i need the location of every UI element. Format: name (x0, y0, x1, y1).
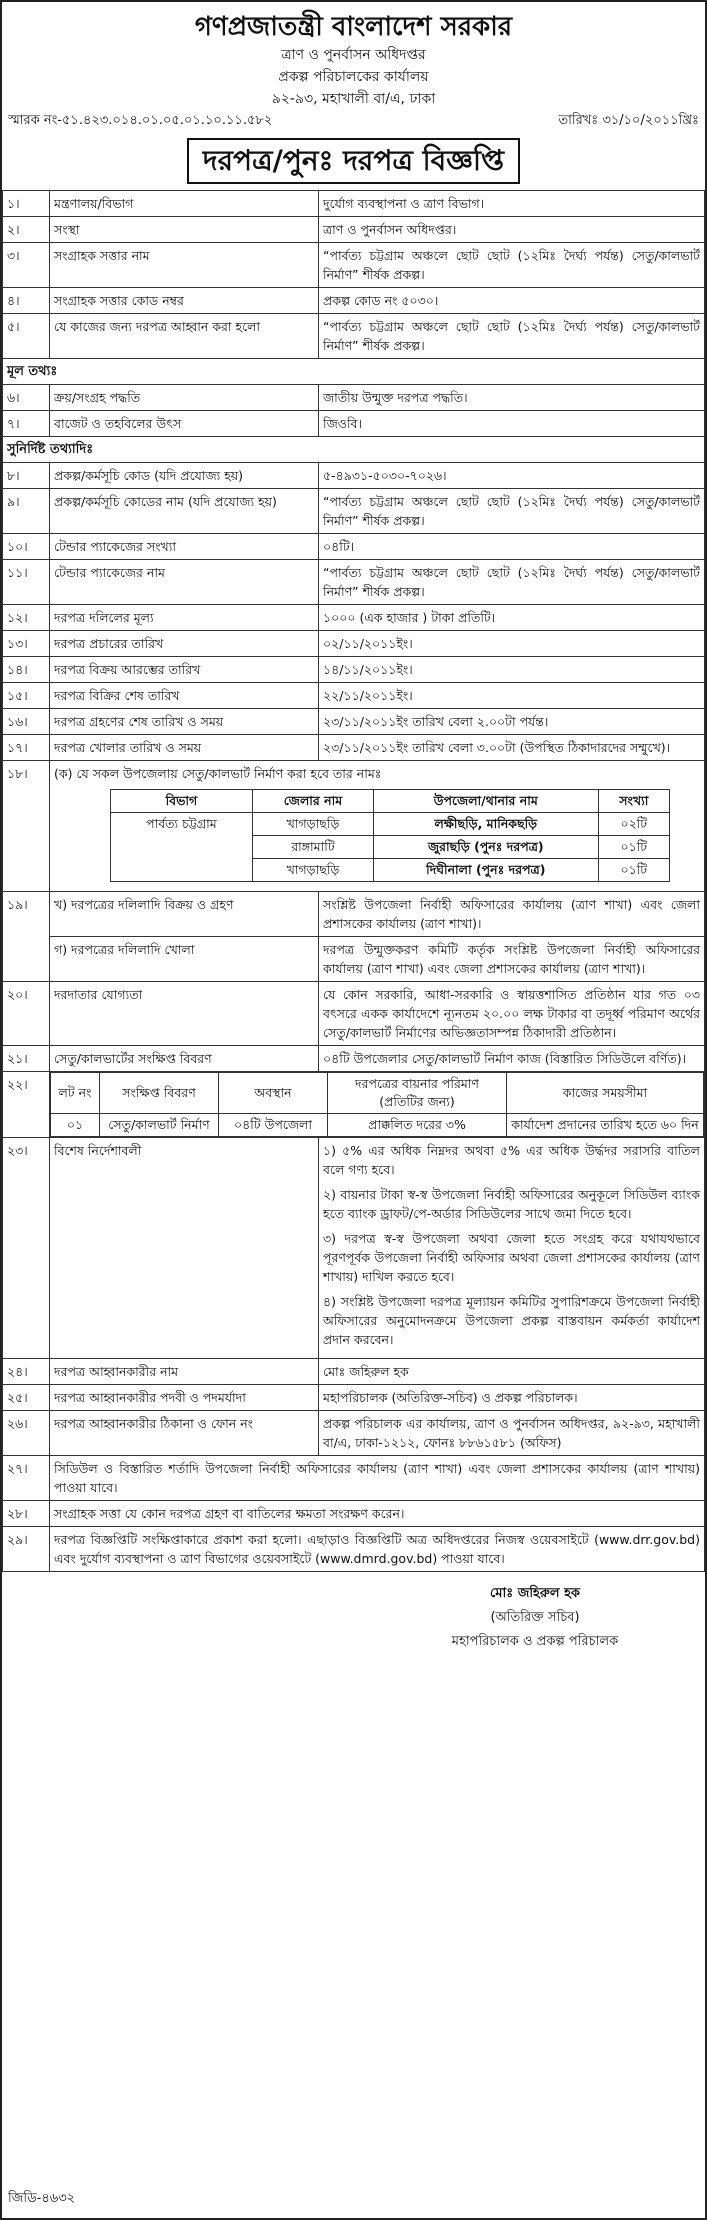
upazila-row: রাঙ্গামাটি জুরাছড়ি (পুনঃ দরপত্র) ০১টি (111, 836, 670, 859)
signature-block (2, 1572, 705, 1654)
department: ত্রাণ ও পুনর্বাসন অধিদপ্তর (281, 47, 426, 63)
reference-line (2, 110, 705, 132)
table-row: ৮। প্রকল্প/কর্মসূচি কোড (যদি প্রযোজ্য হয়) ৫-৪৯৩১-৫০৩০-৭০২৬। (3, 463, 705, 489)
table-row: ১৪। দরপত্র বিক্রয় আরম্ভের তারিখ ১৪/১১/২০১১ইং। (3, 657, 705, 683)
table-row: ১। মন্ত্রণালয়/বিভাগ দুর্যোগ ব্যবস্থাপনা ও ত্রাণ বিভাগ। (3, 191, 705, 217)
table-row: ১০। টেন্ডার প্যাকেজের সংখ্যা ০৪টি। (3, 534, 705, 560)
division-name: পার্বত্য চট্টগ্রাম (111, 813, 253, 882)
table-row: ১৩। দরপত্র প্রচারের তারিখ ০২/১১/২০১১ইং। (3, 631, 705, 657)
tender-table (2, 190, 705, 1572)
office: প্রকল্প পরিচালকের কার্যালয় (278, 69, 429, 85)
table-row: ১৬। দরপত্র গ্রহণের শেষ তারিখ ও সময় ২৩/১১/২০১১ইং তারিখ বেলা ২.০০টা পর্যন্ত। (3, 709, 705, 735)
table-row: গ) দরপত্রের দলিলাদি খোলা দরপত্র উন্মুক্তকরণ কমিটি কর্তৃক সংশ্লিষ্ট উপজেলা নির্বাহী অফিসারের কার্যালয় (ত্রাণ শাখা) এবং জেলা প্রশাসকের কার্যালয় (ত্রাণ শাখা)। (3, 937, 705, 982)
signatory-rank: (অতিরিক্ত সচিব) (490, 1610, 580, 1625)
signatory-designation: মহাপরিচালক ও প্রকল্প পরিচালক (451, 1634, 619, 1649)
memo-number: স্মারক নং-৫১.৪২৩.০১৪.০১.০৫.০১.১০.১১.৫৮২ (8, 113, 273, 128)
table-row: ৩। সংগ্রাহক সত্তার নাম “পার্বত্য চট্টগ্রাম অঞ্চলে ছোট ছোট (১২মিঃ দৈর্ঘ্য পর্যন্ত) সেতু/কালভার্ট নির্মাণ” শীর্ষক প্রকল্প। (3, 243, 705, 288)
table-row: ২৯। দরপত্র বিজ্ঞপ্তিটি সংক্ষিপ্তাকারে প্রকাশ করা হলো। এছাড়াও বিজ্ঞপ্তিটি অত্র অধিদপ্তরের নিজস্ব ওয়েবসাইটে (www.drr.gov.bd) এবং দুর্যোগ ব্যবস্থাপনা ও ত্রাণ বিভাগের ওয়েবসাইটে (www.dmrd.gov.bd) পাওয়া যাবে। (3, 1527, 705, 1572)
table-row: ৪। সংগ্রাহক সত্তার কোড নম্বর প্রকল্প কোড নং ৫০৩০। (3, 288, 705, 314)
table-row: ২৫। দরপত্র আহ্বানকারীর পদবী ও পদমর্যাদা মহাপরিচালক (অতিরিক্ত-সচিব) ও প্রকল্প পরিচালক। (3, 1385, 705, 1411)
header (2, 10, 705, 110)
special-instructions: ১) ৫% এর অধিক নিম্নদর অথবা ৫% এর অধিক উর্দ্ধদর সরাসরি বাতিল বলে গণ্য হবে। ২) বায়নার টাকা স্ব-স্ব উপজেলা নির্বাহী অফিসারের অনুকূলে সিডিউল ব্যাংক হতে ব্যাংক ড্রাফট/পে-অর্ডার সিডিউলের সাথে জমা দিতে হবে। ৩) দরপত্র স্ব-স্ব উপজেলা অথবা জেলা হতে সংগ্রহ করে যথাযথভাবে পূরণপূর্বক উপজেলা নির্বাহী অফিসার অথবা জেলা প্রশাসকের কার্যালয় (ত্রাণ শাখায়) দাখিল করতে হবে। ৪) সংশ্লিষ্ট উপজেলা দরপত্র মূল্যায়ন কমিটির সুপারিশক্রমে উপজেলা নির্বাহী অফিসারের অনুমোদনক্রমে উপজেলা প্রকল্প বাস্তবায়ন কর্মকর্তা কার্যাদেশ প্রদান করবেন। (319, 1138, 705, 1359)
gd-number: জিডি-৪৬৩২ (8, 2191, 76, 2206)
table-row: ৬। ক্রয়/সংগ্রহ পদ্ধতি জাতীয় উন্মুক্ত দরপত্র পদ্ধতি। (3, 385, 705, 411)
lot-table (50, 1072, 704, 1137)
table-row: ২। সংস্থা ত্রাণ ও পুনর্বাসন অধিদপ্তর। (3, 217, 705, 243)
table-row: ২০। দরদাতার যোগ্যতা যে কোন সরকারি, আধা-সরকারি ও স্বায়ত্তশাসিত প্রতিষ্ঠান যার গত ০৩ বৎসরে একক কার্যাদেশে ন্যূনতম ২০.০০ লক্ষ টাকার বা তদূর্ধ্ব পরিমাণ অর্থের সেতু/কালভার্ট নির্মাণের অভিজ্ঞতাসম্পন্ন ঠিকাদারী প্রতিষ্ঠান। (3, 982, 705, 1046)
lot-header: লট নং সংক্ষিপ্ত বিবরণ অবস্থান দরপত্রের বায়নার পরিমাণ (প্রতিটির জন্য) কাজের সময়সীমা (51, 1073, 704, 1114)
table-row: ৭। বাজেট ও তহবিলের উৎস জিওবি। (3, 411, 705, 437)
upazila-row: পার্বত্য চট্টগ্রাম খাগড়াছড়ি লক্ষীছড়ি, মানিকছড়ি ০২টি (111, 813, 670, 836)
table-row: ৫। যে কাজের জন্য দরপত্র আহ্বান করা হলো “পার্বত্য চট্টগ্রাম অঞ্চলে ছোট ছোট (১২মিঃ দৈর্ঘ্য পর্যন্ত) সেতু/কালভার্ট নির্মাণ” শীর্ষক প্রকল্প। (3, 314, 705, 359)
signatory-name: মোঃ জহিরুল হক (489, 1586, 580, 1601)
table-row: ১১। টেন্ডার প্যাকেজের নাম “পার্বত্য চট্টগ্রাম অঞ্চলে ছোট ছোট (১২মিঃ দৈর্ঘ্য পর্যন্ত) সেতু/কালভার্ট নির্মাণ” শীর্ষক প্রকল্প। (3, 560, 705, 605)
table-row: ৯। প্রকল্প/কর্মসূচি কোডের নাম (যদি প্রযোজ্য হয়) “পার্বত্য চট্টগ্রাম অঞ্চলে ছোট ছোট (১২মিঃ দৈর্ঘ্য পর্যন্ত) সেতু/কালভার্ট নির্মাণ” শীর্ষক প্রকল্প। (3, 489, 705, 534)
date: তারিখঃ ৩১/১০/২০১১খ্রিঃ (558, 113, 699, 128)
upazila-intro: (ক) যে সকল উপজেলায় সেতু/কালভার্ট নির্মাণ করা হবে তার নামঃ (54, 766, 382, 781)
table-row: ২১। সেতু/কালভার্টের সংক্ষিপ্ত বিবরণ ০৪টি উপজেলার সেতু/কালভার্ট নির্মাণ কাজ (বিস্তারিত সিডিউলে বর্ণিত)। (3, 1046, 705, 1072)
notice-title: দরপত্র/পুনঃ দরপত্র বিজ্ঞপ্তি (187, 138, 520, 184)
lot-row: ০১ সেতু/কালভার্ট নির্মাণ ০৪টি উপজেলা প্রাক্কলিত দরের ৩% কার্যাদেশ প্রদানের তারিখ হতে ৬০ দিন (51, 1114, 704, 1137)
table-row: ১৯। খ) দরপত্রের দলিলাদি বিক্রয় ও গ্রহণ সংশ্লিষ্ট উপজেলা নির্বাহী অফিসারের কার্যালয় (ত্রাণ শাখা) এবং জেলা প্রশাসকের কার্যালয় (ত্রাণ শাখা)। (3, 892, 705, 937)
table-row: ১৮। (ক) যে সকল উপজেলায় সেতু/কালভার্ট নির্মাণ করা হবে তার নামঃ বিভাগ জেলার নাম উপজেলা/থানার নাম সংখ্যা পার্বত্য চট্টগ্রাম খাগড়াছড়ি লক্ষীছড়ি, মানিকছড়ি ০২টি রাঙ্গামাটি জুরাছড়ি (পুনঃ দরপত্র) ০১টি খাগড়াছড়ি দিঘীনালা (পুনঃ দরপত্র) ০১টি (3, 761, 705, 892)
table-row: ২৭। সিডিউল ও বিস্তারিত শর্তাদি উপজেলা নির্বাহী অফিসারের কার্যালয় (ত্রাণ শাখা) এবং জেলা প্রশাসকের কার্যালয় (ত্রাণ শাখায়) পাওয়া যাবে। (3, 1456, 705, 1501)
table-row: ১২। দরপত্র দলিলের মূল্য ১০০০ (এক হাজার ) টাকা প্রতিটি। (3, 605, 705, 631)
table-row: ২২। লট নং সংক্ষিপ্ত বিবরণ অবস্থান দরপত্রের বায়নার পরিমাণ (প্রতিটির জন্য) কাজের সময়সীমা ০১ সেতু/কালভার্ট নির্মাণ ০৪টি উপজেলা প্রাক্কলিত দরের ৩% কার্যাদেশ প্রদানের তারিখ হতে ৬০ দিন (3, 1072, 705, 1138)
table-row: ২৬। দরপত্র আহ্বানকারীর ঠিকানা ও ফোন নং প্রকল্প পরিচালক এর কার্যালয়, ত্রাণ ও পুনর্বাসন অধিদপ্তর, ৯২-৯৩, মহাখালী বা/এ, ঢাকা-১২১২, ফোনঃ ৮৮৬১৫৮১ (অফিস) (3, 1411, 705, 1456)
table-row: ২৪। দরপত্র আহ্বানকারীর নাম মোঃ জহিরুল হক (3, 1359, 705, 1385)
table-row: ২৮। সংগ্রাহক সত্তা যে কোন দরপত্র গ্রহণ বা বাতিলের ক্ষমতা সংরক্ষণ করেন। (3, 1501, 705, 1527)
upazila-table (110, 789, 670, 882)
upazila-row: খাগড়াছড়ি দিঘীনালা (পুনঃ দরপত্র) ০১টি (111, 859, 670, 882)
section-heading: মূল তথ্যঃ (3, 359, 705, 385)
govt-name: গণপ্রজাতন্ত্রী বাংলাদেশ সরকার (194, 12, 513, 42)
section-heading: সুনির্দিষ্ট তথ্যাদিঃ (3, 437, 705, 463)
upazila-header: বিভাগ জেলার নাম উপজেলা/থানার নাম সংখ্যা (111, 790, 670, 813)
table-row: ২৩। বিশেষ নির্দেশাবলী ১) ৫% এর অধিক নিম্নদর অথবা ৫% এর অধিক উর্দ্ধদর সরাসরি বাতিল বলে গণ্য হবে। ২) বায়নার টাকা স্ব-স্ব উপজেলা নির্বাহী অফিসারের অনুকূলে সিডিউল ব্যাংক হতে ব্যাংক ড্রাফট/পে-অর্ডার সিডিউলের সাথে জমা দিতে হবে। ৩) দরপত্র স্ব-স্ব উপজেলা অথবা জেলা হতে সংগ্রহ করে যথাযথভাবে পূরণপূর্বক উপজেলা নির্বাহী অফিসার অথবা জেলা প্রশাসকের কার্যালয় (ত্রাণ শাখায়) দাখিল করতে হবে। ৪) সংশ্লিষ্ট উপজেলা দরপত্র মূল্যায়ন কমিটির সুপারিশক্রমে উপজেলা নির্বাহী অফিসারের অনুমোদনক্রমে উপজেলা প্রকল্প বাস্তবায়ন কর্মকর্তা কার্যাদেশ প্রদান করবেন। (3, 1138, 705, 1359)
address: ৯২-৯৩, মহাখালী বা/এ, ঢাকা (271, 91, 436, 107)
table-row: ১৫। দরপত্র বিক্রির শেষ তারিখ ২২/১১/২০১১ইং। (3, 683, 705, 709)
table-row: ১৭। দরপত্র খোলার তারিখ ও সময় ২৩/১১/২০১১ইং তারিখ বেলা ৩.০০টা (উপস্থিত ঠিকাদারদের সম্মুখে)। (3, 735, 705, 761)
